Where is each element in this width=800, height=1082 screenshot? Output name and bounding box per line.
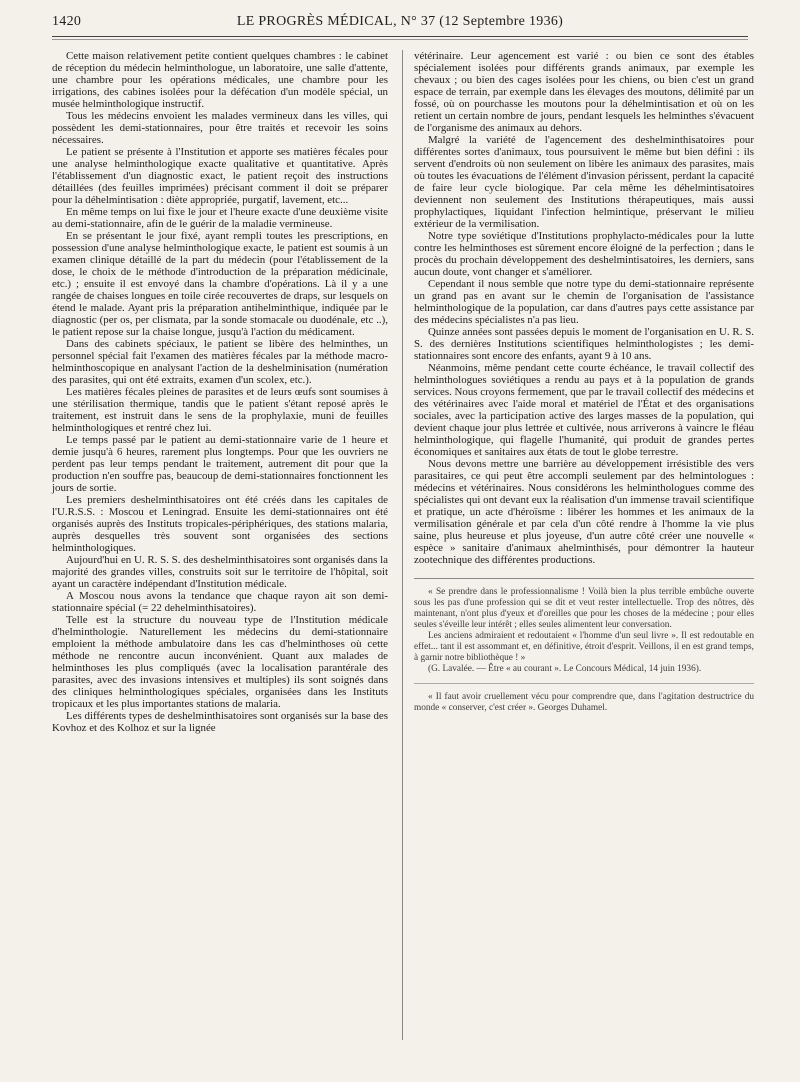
- paragraph: Cette maison relativement petite contient quelques chambres : le cabinet de réception du médecin helminthologue, un laboratoire, une salle d'attente, une chambre pour les opérations médicales, une chambre pour les irrigations, des cabines isolées pour la défécation d'un modèle spécial, un musée helminthologique instructif.: [52, 50, 388, 110]
- epigraph: [414, 692, 754, 714]
- quote-box: [414, 587, 754, 675]
- paragraph: Dans des cabinets spéciaux, le patient se libère des helminthes, un personnel spécial fait l'examen des matières fécales par la méthode macro-helminthoscopique en analysant l'action de la deshelminisation (numération des parasites, qui ont été extraits, examen d'un scolex, etc.).: [52, 338, 388, 386]
- paragraph: Aujourd'hui en U. R. S. S. des deshelminthisatoires sont organisés dans la majorité des grandes villes, construits soit sur le territoire de l'hôpital, soit ayant un caractère indépendant d'Institution médicale.: [52, 554, 388, 590]
- right-column: [414, 50, 754, 714]
- paragraph: Notre type soviétique d'Institutions prophylacto-médicales pour la lutte contre les helminthoses est sûrement encore éloigné de la perfection ; dans le procès du prochain développement des deshelmintisatoires, les derniers, sans aucun doute, vont changer et s'améliorer.: [414, 230, 754, 278]
- left-column: [52, 50, 388, 734]
- paragraph: Le temps passé par le patient au demi-stationnaire varie de 1 heure et demie jusqu'à 6 heures, rarement plus longtemps. Pour que les ouvriers ne perdent pas leur temps pendant le traitement, autrement dit pour que la production n'en souffre pas, beaucoup de demi-stationnaires fonctionnent les jours de sortie.: [52, 434, 388, 494]
- paragraph: En se présentant le jour fixé, ayant rempli toutes les prescriptions, en possession d'une analyse helminthologique exacte, le patient est soumis à un examen clinique détaillé de la part du médecin (pour l'établissement de la dose, le choix de le méthode d'introduction de la préparation médicinale, etc.) ; ensuite il est envoyé dans la chambre d'opérations. Là il y a une rangée de chaises longues en toile cirée recouvertes de draps, sur lesquels on étend le malade. Ayant pris la préparation antihelminthique, indiquée par le diagnostic (per os, per clismata, par la sonde stomacale ou duodénale, etc ..), le patient repose sur la chaise longue, jusqu'à l'action du médicament.: [52, 230, 388, 338]
- paragraph: Nous devons mettre une barrière au développement irrésistible des vers parasitaires, ce qui peut être accompli seulement par des helmintologues : médecins et vétérinaires. Nous considérons les helminthologues comme des spécialistes qui ont devant eux la réalisation d'un immense travail scientifique et pratique, un acte d'héroïsme : libérer les hommes et les animaux de la vermilisation générale et par cela d'un côté rendre à l'homme la vie plus saine, plus heureuse et plus joyeuse, d'un autre côté créer une nouvelle « espèce » sanitaire d'animaux ahelminthisés, pour démontrer la hauteur zootechnique des différentes productions.: [414, 458, 754, 566]
- paragraph: Les premiers deshelminthisatoires ont été créés dans les capitales de l'U.R.S.S. : Moscou et Leningrad. Ensuite les demi-stationnaires ont été organisés auprès des Instituts tropicales-périphériques, des stations malaria, auprès desquelles très souvent sont organisées des sections helminthologiques.: [52, 494, 388, 554]
- column-divider: [402, 50, 403, 1040]
- quote-paragraph: Les anciens admiraient et redoutaient « l'homme d'un seul livre ». Il est redoutable en effet... tant il est assommant et, en définitive, étroit d'esprit. Veillons, il en est grand temps, à garnir notre bibliothèque ! »: [414, 631, 754, 663]
- paragraph: Quinze années sont passées depuis le moment de l'organisation en U. R. S. S. des dernières Institutions scientifiques helminthologistes ; les demi-stationnaires sont encore des enfants, ayant 9 à 10 ans.: [414, 326, 754, 362]
- paragraph: Les matières fécales pleines de parasites et de leurs œufs sont soumises à une stérilisation thermique, tandis que le patient s'étant reposé après le traitement, est instruit dans le sens de la prophylaxie, muni de feuilles helminthologiques et rentré chez lui.: [52, 386, 388, 434]
- paragraph: Néanmoins, même pendant cette courte échéance, le travail collectif des helminthologues soviétiques a rendu au pays et à la population de grands services. Nous croyons fermement, que par le travail collectif des médecins et des vétérinaires avec l'aide moral et matériel de l'État et des organisations sociales, avec la participation active des larges masses de la population, qui devient chaque jour plus lettrée et cultivée, nous arriverons à vaincre le fléau helminthologique, qui flagelle l'humanité, qui produit de grandes pertes économiques et sanitaires aux états de tout le globe terrestre.: [414, 362, 754, 458]
- paragraph: Telle est la structure du nouveau type de l'Institution médicale d'helminthologie. Naturellement les médecins du demi-stationnaire emploient la méthode ambulatoire dans les cas d'helminthoses où cette méthode ne rencontre aucun inconvénient. Quant aux malades de helminthoses les plus compliqués (avec la localisation parantérale des parasites, avec des invasions intensives et multiples) ils sont soignés dans des cliniques helminthologiques spéciales, organisées dans les Instituts tropicaux et les plus importantes stations de malaria.: [52, 614, 388, 710]
- paragraph: Le patient se présente à l'Institution et apporte ses matières fécales pour une analyse helminthologique exacte qualitative et quantitative. Après l'établissement d'un diagnostic exact, le patient reçoit des instructions détaillées (des feuilles imprimées) précisant comment il doit se préparer pour la déhelmintisation : diète appropriée, purgatif, lavement, etc...: [52, 146, 388, 206]
- journal-title: LE PROGRÈS MÉDICAL, N° 37 (12 Septembre 1936): [236, 14, 564, 29]
- page-header: [52, 14, 748, 36]
- section-separator: [414, 683, 754, 684]
- paragraph: A Moscou nous avons la tendance que chaque rayon ait son demi-stationnaire spécial (= 22 dehelminthisatoires).: [52, 590, 388, 614]
- page-number: 1420: [52, 14, 82, 29]
- quote-paragraph: « Se prendre dans le professionnalisme ! Voilà bien la plus terrible embûche ouverte sous les pas d'une profession qui se dit et veut rester intellectuelle. Trop des nôtres, dès maintenant, n'ont plus d'yeux et d'oreilles que pour les choses de la médecine ; pour elles seules s'éveille leur intérêt ; elles seules alimentent leur conversation.: [414, 587, 754, 630]
- paragraph: En même temps on lui fixe le jour et l'heure exacte d'une deuxième visite au demi-stationnaire, afin de le guérir de la maladie vermineuse.: [52, 206, 388, 230]
- paragraph: Tous les médecins envoient les malades vermineux dans les villes, qui possèdent les demi-stationnaires, pour être traités et recevoir les soins nécessaires.: [52, 110, 388, 146]
- header-rule-thin: [52, 39, 748, 40]
- paragraph: Les différents types de deshelminthisatoires sont organisés sur la base des Kovhoz et des Kolhoz et sur la lignée: [52, 710, 388, 734]
- quote-citation: (G. Lavalée. — Être « au courant ». Le Concours Médical, 14 juin 1936).: [428, 664, 702, 674]
- section-separator: [414, 578, 754, 579]
- header-rule: [52, 36, 748, 37]
- paragraph: Malgré la variété de l'agencement des deshelminthisatoires pour différentes sortes d'animaux, tous poursuivent le même but bien défini : ils servent d'endroits où non seulement on libère les animaux des parasites, mais où toutes les évacuations de l'élément d'invasion périssent, perdant la capacité de faire leur cycle biologique. Par cela même les déhelmintisatoires deviennent non seulement des Institutions thérapeutiques, mais aussi prophylactiques, liquidant l'infection helmintique, préservant le milieu extérieur de la vermilisation.: [414, 134, 754, 230]
- paragraph: vétérinaire. Leur agencement est varié : ou bien ce sont des étables spécialement isolées pour différents grands animaux, par exemple les chevaux ; ou bien des cages isolées pour les chiens, ou bien c'est un grand espace de terrain, par exemple dans les élevages des moutons, délimité par un fossé, où on pourchasse les moutons pour la déhelmintisation et où on les retient un certain nombre de jours, pendant lesquels les helminthes s'évacuent de l'organisme des animaux au dehors.: [414, 50, 754, 134]
- epigraph-text: « Il faut avoir cruellement vécu pour comprendre que, dans l'agitation destructrice du monde « conserver, c'est créer ». Georges Duhamel.: [414, 692, 754, 713]
- paragraph: Cependant il nous semble que notre type du demi-stationnaire représente un grand pas en avant sur le chemin de l'organisation de l'assistance helminthologique de la population, car dans d'autres pays cette assistance par des médecins spécialistes n'a pas lieu.: [414, 278, 754, 326]
